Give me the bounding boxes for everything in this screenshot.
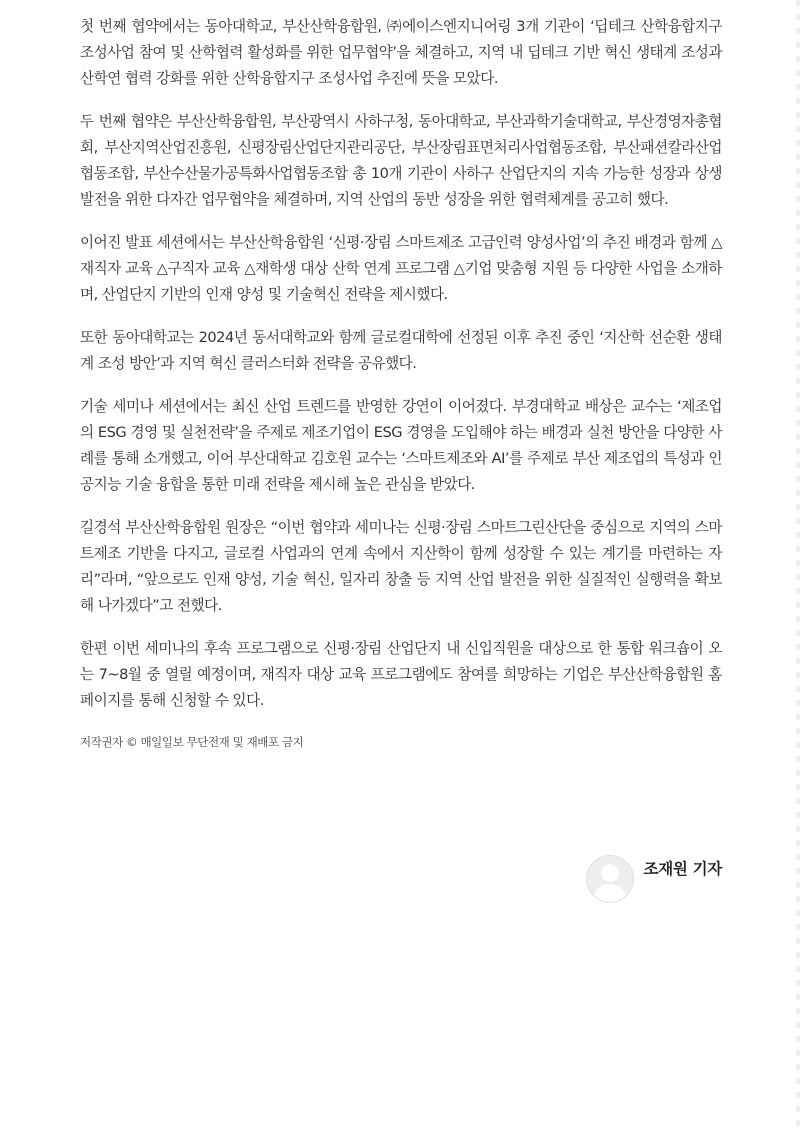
article-paragraph-1: 첫 번째 협약에서는 동아대학교, 부산산학융합원, ㈜에이스엔지니어링 3개 기관이 ‘딥테크 산학융합지구 조성사업 참여 및 산학협력 활성화를 위한 업무협약’을 체결하고, 지역 내 딥테크 기반 혁신 생태계 조성과 산학연 협력 강화를 위한 산학융합지구 조성사업 추진에 뜻을 모았다. (80, 18, 722, 87)
reporter-name[interactable]: 조재원 기자 (643, 860, 722, 878)
article-paragraph-7: 한편 이번 세미나의 후속 프로그램으로 신평·장림 산업단지 내 신입직원을 대상으로 한 통합 워크숍이 오는 7~8월 중 열릴 예정이며, 재직자 대상 교육 프로그램에도 참여를 희망하는 기업은 부산산학융합원 홈페이지를 통해 신청할 수 있다. (80, 640, 722, 709)
user-silhouette-icon (587, 856, 633, 902)
page-edge-divider (796, 0, 800, 1132)
article-body (80, 14, 722, 750)
reporter-byline[interactable] (586, 853, 722, 903)
article-paragraph-6: 길경석 부산산학융합원 원장은 “이번 협약과 세미나는 신평·장림 스마트그린산단을 중심으로 지역의 스마트제조 기반을 다지고, 글로컬 사업과의 연계 속에서 지산학이 함께 성장할 수 있는 계기를 마련하는 자리”라며, “앞으로도 인재 양성, 기술 혁신, 일자리 창출 등 지역 산업 발전을 위한 실질적인 실행력을 확보해 나가겠다”고 전했다. (80, 519, 722, 614)
article-paragraph-3: 이어진 발표 세션에서는 부산산학융합원 ‘신평·장림 스마트제조 고급인력 양성사업’의 추진 배경과 함께 △재직자 교육 △구직자 교육 △재학생 대상 산학 연계 프로그램 △기업 맞춤형 지원 등 다양한 사업을 소개하며, 산업단지 기반의 인재 양성 및 기술혁신 전략을 제시했다. (80, 234, 722, 303)
article-paragraph-2: 두 번째 협약은 부산산학융합원, 부산광역시 사하구청, 동아대학교, 부산과학기술대학교, 부산경영자총협회, 부산지역산업진흥원, 신평장림산업단지관리공단, 부산장림표면처리사업협동조합, 부산패션칼라산업협동조합, 부산수산물가공특화사업협동조합 총 10개 기관이 사하구 산업단지의 지속 가능한 성장과 상생 발전을 위한 다자간 업무협약을 체결하며, 지역 산업의 동반 성장을 위한 협력체계를 공고히 했다. (80, 113, 722, 208)
copyright-notice: 저작권자 © 매일일보 무단전재 및 재배포 금지 (80, 735, 304, 749)
reporter-avatar[interactable] (586, 855, 634, 903)
article-paragraph-5: 기술 세미나 세션에서는 최신 산업 트렌드를 반영한 강연이 이어졌다. 부경대학교 배상은 교수는 ‘제조업의 ESG 경영 및 실천전략’을 주제로 제조기업이 ESG 경영을 도입해야 하는 배경과 실천 방안을 다양한 사례를 통해 소개했고, 이어 부산대학교 김호원 교수는 ‘스마트제조와 AI’를 주제로 부산 제조업의 특성과 인공지능 기술 융합을 통한 미래 전략을 제시해 높은 관심을 받았다. (80, 398, 722, 493)
article-paragraph-4: 또한 동아대학교는 2024년 동서대학교와 함께 글로컬대학에 선정된 이후 추진 중인 ‘지산학 선순환 생태계 조성 방안’과 지역 혁신 클러스터화 전략을 공유했다. (80, 329, 722, 372)
